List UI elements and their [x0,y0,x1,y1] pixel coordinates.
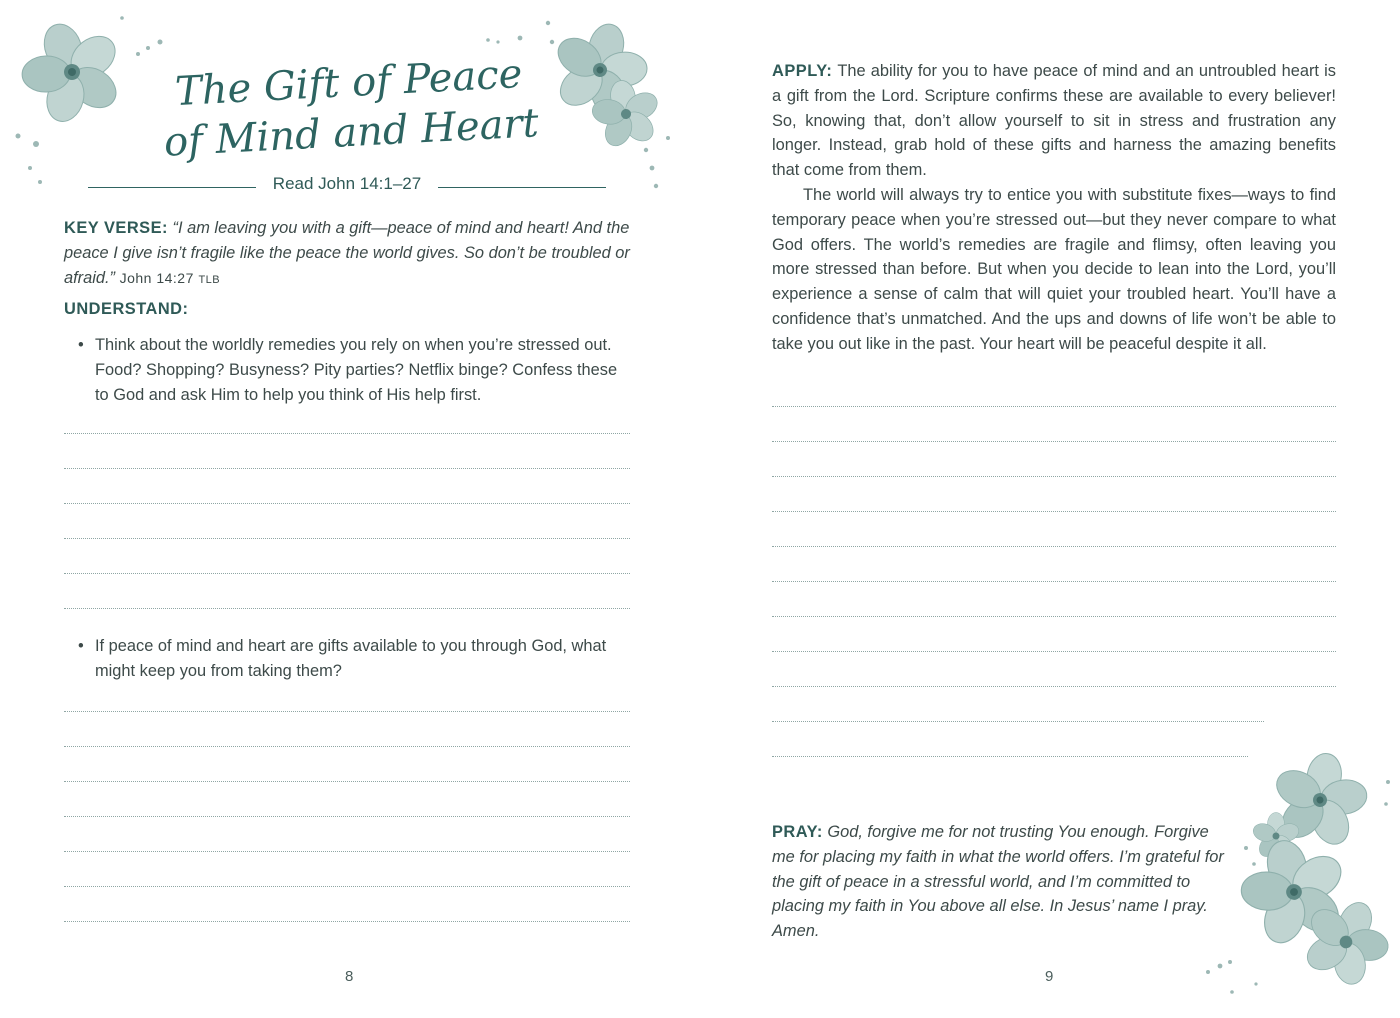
right-page [700,0,1400,1018]
pray-section [772,820,1232,944]
writing-line[interactable] [772,756,1248,757]
key-verse-label: KEY VERSE: [64,219,168,237]
apply-section [772,59,1336,357]
writing-line[interactable] [772,651,1336,652]
reading-text: Read John 14:1–27 [272,174,422,193]
list-item [78,333,632,408]
page-number: 8 [345,968,354,985]
writing-line[interactable] [64,433,630,434]
title-line-2: of Mind and Heart [162,100,540,166]
writing-line[interactable] [64,781,630,782]
writing-line[interactable] [772,581,1336,582]
writing-line[interactable] [64,538,630,539]
writing-line[interactable] [64,851,630,852]
writing-line[interactable] [64,608,630,609]
writing-line[interactable] [64,573,630,574]
bullet-icon: • [78,637,84,655]
writing-line[interactable] [772,686,1336,687]
key-verse [64,216,632,293]
bullet-icon: • [78,336,84,354]
key-verse-text: “I am leaving you with a gift—peace of mind and heart! And the peace I give isn’t fragile like the peace the world gives. So don’t be troubled or afraid.” [64,219,630,287]
writing-line[interactable] [64,886,630,887]
writing-line[interactable] [772,406,1336,407]
apply-label: APPLY: [772,62,833,80]
writing-line[interactable] [772,511,1336,512]
writing-line[interactable] [772,476,1336,477]
reading-reference [88,172,606,202]
writing-line[interactable] [772,616,1336,617]
writing-line[interactable] [64,503,630,504]
key-verse-ref: John 14:27 [119,270,194,286]
bullet-text: If peace of mind and heart are gifts available to you through God, what might keep you from taking them? [95,637,607,680]
key-verse-version: TLB [198,274,221,286]
writing-line[interactable] [64,711,630,712]
writing-line[interactable] [772,441,1336,442]
bullet-text: Think about the worldly remedies you rely on when you’re stressed out. Food? Shopping? Busyness? Pity parties? Netflix binge? Confess these to God and ask Him to help you think of His help first. [95,336,618,404]
pray-label: PRAY: [772,823,823,841]
pray-text: God, forgive me for not trusting You enough. Forgive me for placing my faith in what the world offers. I’m grateful for the gift of peace in a stressful world, and I’m committed to placing my faith in You above all else. In Jesus’ name I pray. Amen. [772,823,1224,941]
title-line-1: The Gift of Peace [173,50,524,116]
writing-line[interactable] [64,816,630,817]
writing-line[interactable] [64,468,630,469]
writing-line[interactable] [772,721,1264,722]
apply-paragraph-1 [772,59,1336,183]
flower-icon [10,10,140,139]
flower-cluster-bottom-right [1196,752,1396,1002]
list-item [78,634,632,684]
writing-line[interactable] [64,746,630,747]
writing-line[interactable] [64,921,630,922]
page-number: 9 [1045,968,1054,985]
writing-line[interactable] [772,546,1336,547]
apply-paragraph-2: The world will always try to entice you with substitute fixes—ways to find temporary peace when you’re stressed out—but they never compare to what God offers. The world’s remedies are fragile and flimsy, often leaving you more stressed than before. But when you decide to lean into the Lord, you’ll experience a sense of calm that will quiet your troubled heart. You’ll have a confidence that’s unmatched. And the ups and downs of life won’t be able to take you out like in the past. Your heart will be peaceful despite it all. [772,185,1336,353]
understand-label: UNDERSTAND: [64,300,189,318]
divider [438,187,606,188]
apply-text-1: The ability for you to have peace of mind and an untroubled heart is a gift from the Lord. Scripture confirms these are available to every believer! So, knowing that, don’t allow yourself to sit in stress and frustration any longer. Instead, grab hold of these gifts and harness the amazing benefits that come from them. [772,62,1336,180]
